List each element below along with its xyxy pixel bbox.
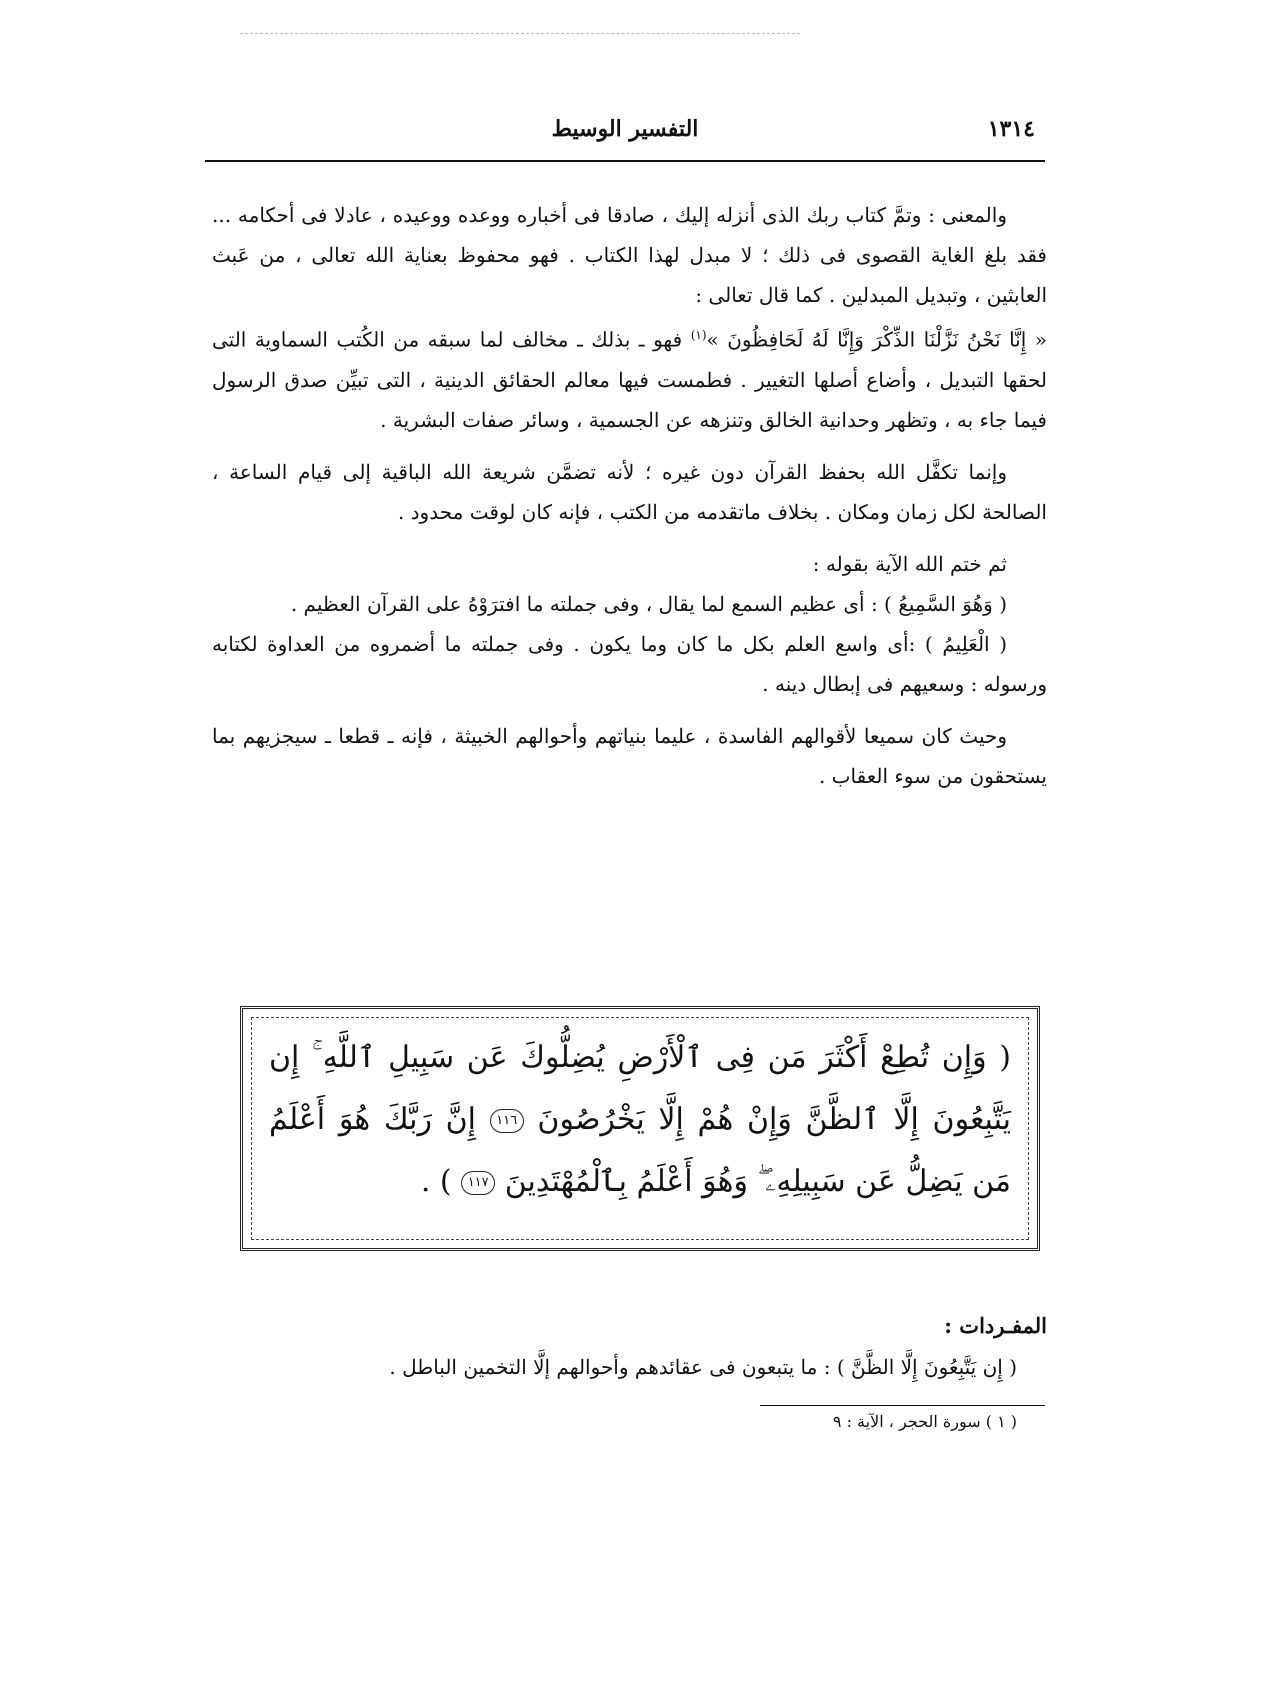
paragraph-closing-intro: ثم ختم الله الآية بقوله : [812,551,1007,576]
vocab-entry: ( إِن يَتَّبِعُونَ إِلَّا الظَّنَّ ) : ما يتبعون فى عقائدهم وأحوالهم إلَّا التخمين الباطل . [389,1355,1017,1379]
verse-part-2: إِنَّ رَبَّكَ هُوَ أَعْلَمُ مَن يَضِلُّ عَن سَبِيلِهِۦ ۖ وَهُوَ أَعْلَمُ بِٱلْمُهْتَدِينَ [269,1102,1011,1199]
quote-commentary: فهو ـ بذلك ـ مخالف لما سبقه من الكُتب السماوية التى لحقها التبديل ، وأضاع أصلها التغيير . فطمست فيها معالم الحقائق الدينية ، التى تبيِّن صدق الرسول فيما جاء به ، وتظهر وحدانية الخالق وتنزهه عن الجسمية ، وسائر صفات البشرية . [212,327,1047,432]
page-number: ١٣١٤ [987,116,1035,142]
header-rule [205,160,1045,162]
footnote: ( ١ ) سورة الحجر ، الآية : ٩ [832,1412,1017,1431]
paragraph-conclusion: وحيث كان سميعا لأقوالهم الفاسدة ، عليما بنياتهم وأحوالهم الخبيثة ، فإنه ـ قطعا ـ سيجزيهم بما يستحقون من سوء العقاب . [212,723,1047,788]
paragraph-meaning: والمعنى : وتمَّ كتاب ربك الذى أنزله إليك ، صادقا فى أخباره ووعده ووعيده ، عادلا فى أحكامه ... فقد بلغ الغاية القصوى فى ذلك ؛ لا مبدل لهذا الكتاب . فهو محفوظ بعناية الله تعالى ، من عَبث العابثين ، وتبديل المبدلين . كما قال تعالى : [212,203,1047,307]
paragraph-samee: ( وَهُوَ السَّمِيعُ ) : أى عظيم السمع لما يقال ، وفى جملته ما افترَوْهُ على القرآن العظيم . [290,591,1007,616]
paragraph-aleem: ( الْعَلِيمُ ) :أى واسع العلم بكل ما كان وما يكون . وفى جملته ما أضمروه من العداوة لكتابه ورسوله : وسعيهم فى إبطال دينه . [212,631,1047,696]
page-header [205,112,1045,162]
verse-part-1: ( وَإِن تُطِعْ أَكْثَرَ مَن فِى ٱلْأَرْضِ يُضِلُّوكَ عَن سَبِيلِ ٱللَّهِ ۚ إِن يَتَّبِعُونَ إِلَّا ٱلظَّنَّ وَإِنْ هُمْ إِلَّا يَخْرُصُونَ [269,1040,1011,1137]
verse-closing: ) . [420,1164,452,1199]
ayah-number-117: ١١٧ [461,1171,495,1195]
paragraph-preservation: وإنما تكفَّل الله بحفظ القرآن دون غيره ؛ لأنه تضمَّن شريعة الله الباقية إلى قيام الساعة ، الصالحة لكل زمان ومكان . بخلاف ماتقدمه من الكتب ، فإنه كان لوقت محدود . [212,459,1047,524]
running-title: التفسير الوسيط [551,116,699,142]
paragraph-quote [212,315,1047,440]
quran-verse [269,1027,1011,1213]
footnote-marker: (١) [690,328,707,342]
verse-frame [240,1006,1040,1251]
footnote-rule [760,1405,1045,1406]
scan-top-rule [240,33,800,34]
ayah-number-116: ١١٦ [490,1109,524,1133]
quoted-verse: « إِنَّا نَحْنُ نَزَّلْنَا الذِّكْرَ وَإِنَّا لَهُ لَحَافِظُونَ » [706,327,1048,352]
body-text [212,195,1047,796]
vocab-heading: المفـردات : [944,1313,1047,1338]
